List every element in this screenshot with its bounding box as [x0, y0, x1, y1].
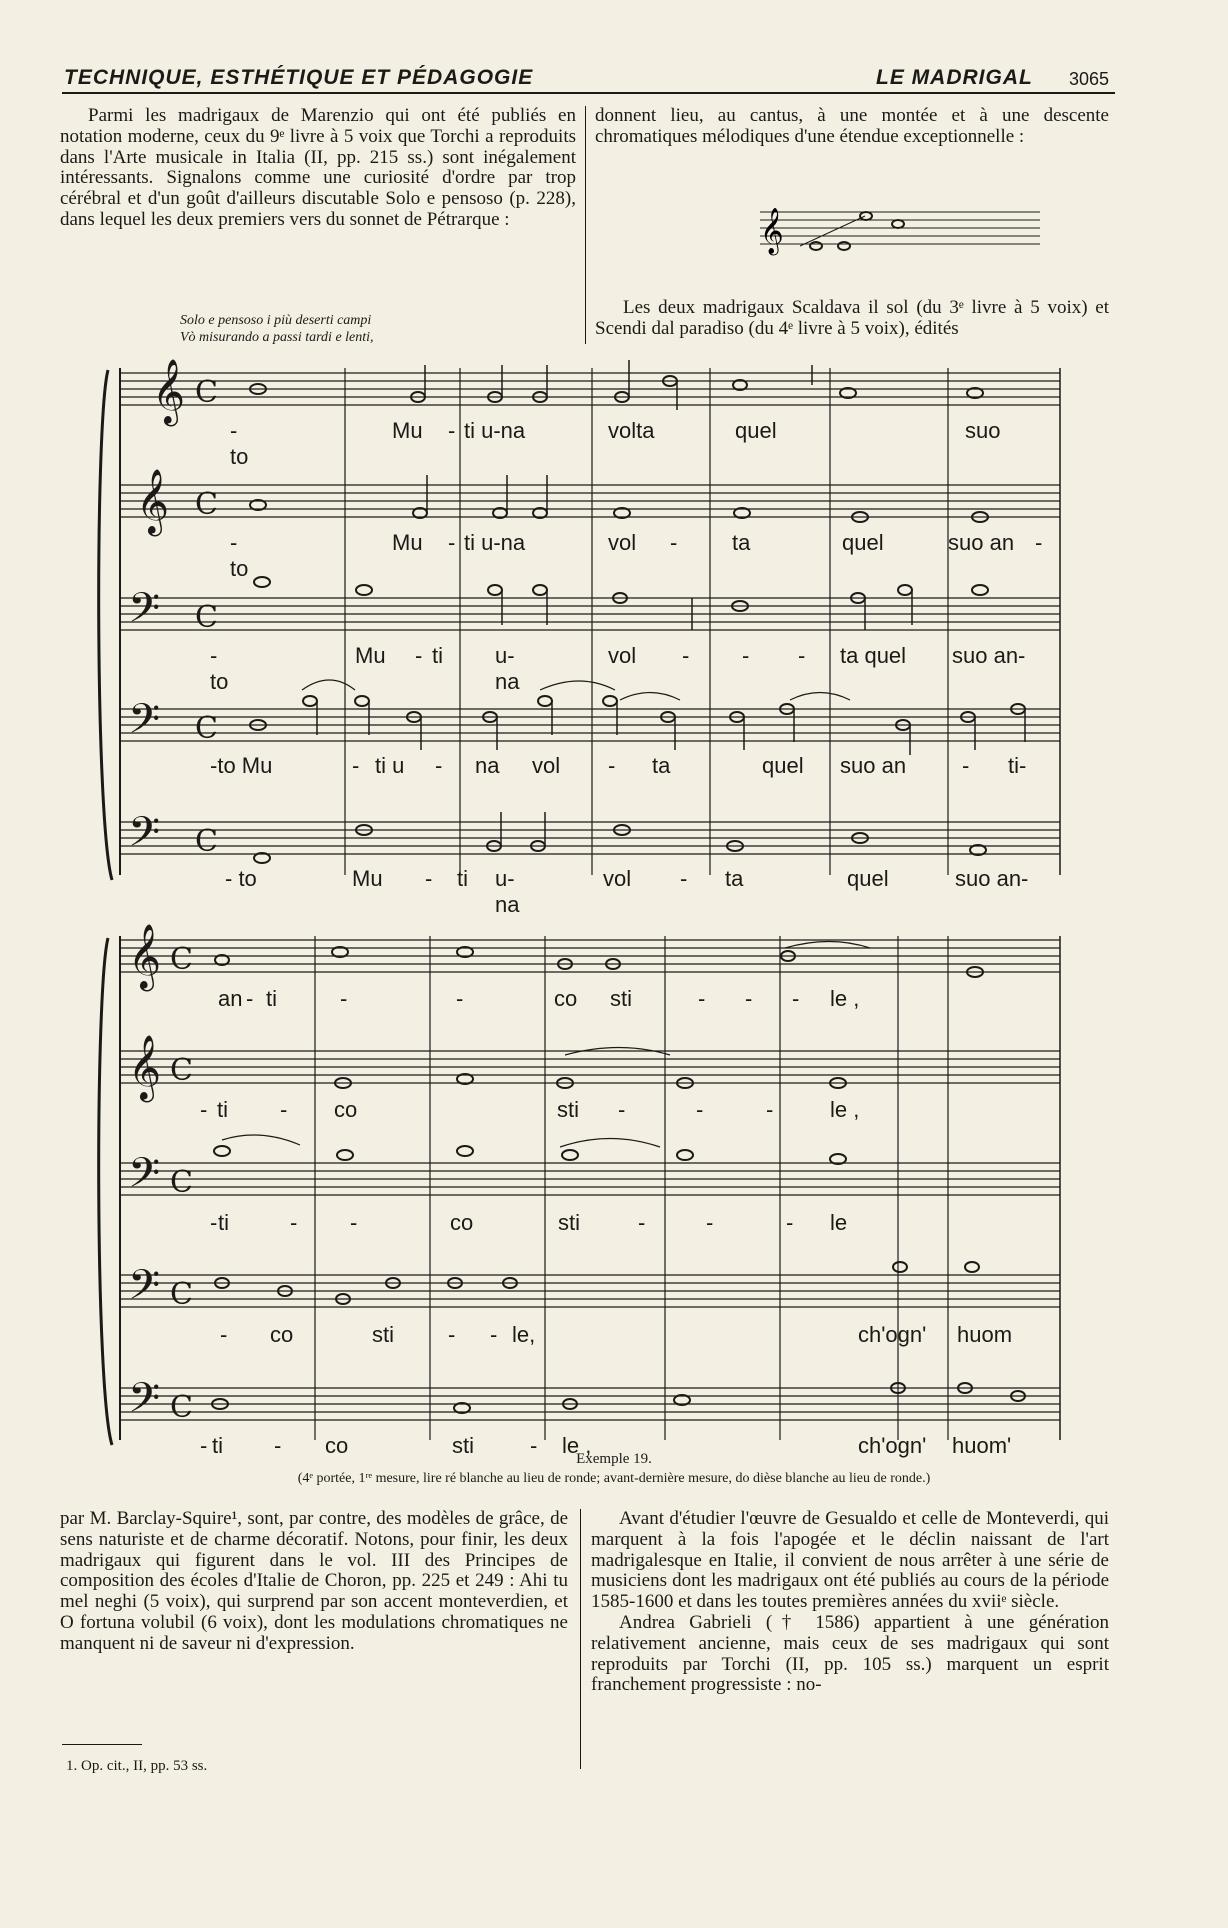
svg-text:C: C: [195, 600, 218, 635]
verse-line: Vò misurando a passi tardi e lenti,: [180, 330, 374, 345]
footnote-rule: [62, 1744, 142, 1745]
svg-text:C: C: [170, 1390, 193, 1425]
page-number: 3065: [1069, 69, 1110, 89]
svg-text:𝄞: 𝄞: [760, 208, 784, 254]
svg-text:𝄢: 𝄢: [128, 1149, 161, 1207]
svg-text:C: C: [195, 824, 218, 859]
svg-text:𝄞: 𝄞: [136, 469, 170, 534]
svg-text:𝄢: 𝄢: [128, 1374, 161, 1432]
svg-text:𝄢: 𝄢: [128, 584, 161, 642]
svg-text:𝄞: 𝄞: [128, 1035, 162, 1100]
svg-text:𝄢: 𝄢: [128, 695, 161, 753]
paragraph: par M. Barclay-Squire¹, sont, par contre, des modèles de grâce, de sens naturiste et de charme décoratif. Notons, pour finir, les deux madrigaux qui figurent dans le vol. III des Principes de composition des écoles d'Italie de Choron, pp. 225 et 249 : Ahi tu mel neghi (5 voix), qui surprend par son accent monteverdien, et O fortuna volubil (6 voix), dont les modulations chromatiques ne manquent ni de saveur ni d'expression.: [60, 1508, 568, 1654]
svg-text:C: C: [195, 487, 218, 522]
svg-text:C: C: [170, 1165, 193, 1200]
svg-text:C: C: [170, 942, 193, 977]
running-head-left: TECHNIQUE, ESTHÉTIQUE ET PÉDAGOGIE: [64, 66, 534, 89]
paragraph: Les deux madrigaux Scaldava il sol (du 3ᵉ livre à 5 voix) et Scendi dal paradiso (du 4ᵉ livre à 5 voix), édités: [595, 297, 1109, 339]
paragraph: Andrea Gabrieli († 1586) appartient à une génération relativement ancienne, mais ceux de ses madrigaux qui sont reproduits par Torchi (II, pp. 105 ss.) marquent un esprit franchement progressiste : no-: [591, 1611, 1109, 1696]
svg-text:C: C: [170, 1053, 193, 1088]
svg-text:𝄞: 𝄞: [152, 359, 186, 424]
system-2: [99, 936, 1060, 1445]
svg-text:𝄞: 𝄞: [128, 924, 162, 989]
svg-text:𝄢: 𝄢: [128, 808, 161, 866]
paragraph: donnent lieu, au cantus, à une montée et à une descente chromatiques mélodiques d'une étendue exceptionnelle :: [595, 105, 1109, 147]
caption-note: (4ᵉ portée, 1ʳᵉ mesure, lire ré blanche au lieu de ronde; avant-dernière mesure, do dièse blanche au lieu de ronde.): [297, 1471, 931, 1486]
svg-text:C: C: [195, 711, 218, 746]
paragraph: Avant d'étudier l'œuvre de Gesualdo et celle de Monteverdi, qui marquent à la fois l'apogée et le déclin naissant de l'art madrigalesque en Italie, il convient de nous arrêter à une série de musiciens dont les madrigaux ont été publiés au cours de la période 1585-1600 et dans les toutes premières années du xviiᵉ siècle.: [591, 1508, 1109, 1613]
svg-text:C: C: [170, 1277, 193, 1312]
paragraph: Parmi les madrigaux de Marenzio qui ont été publiés en notation moderne, ceux du 9ᵉ livre à 5 voix que Torchi a reproduits dans l'Arte musicale in Italia (II, pp. 215 ss.) sont inégalement intéressants. Signalons comme une curiosité d'ordre par trop cérébral et d'un goût d'ailleurs discutable Solo e pensoso (p. 228), dans lequel les deux premiers vers du sonnet de Pétrarque :: [60, 105, 576, 230]
svg-text:C: C: [195, 375, 218, 410]
svg-text:𝄢: 𝄢: [128, 1261, 161, 1319]
music-caption: [0, 1451, 1228, 1495]
column-divider: [580, 1509, 581, 1769]
bottom-left-column: [60, 1509, 568, 1655]
footnote: 1. Op. cit., II, pp. 53 ss.: [66, 1758, 208, 1774]
bottom-right-column: [591, 1509, 1109, 1696]
caption-title: Exemple 19.: [576, 1451, 652, 1467]
running-head-right: LE MADRIGAL: [876, 66, 1033, 89]
verse-line: Solo e pensoso i più deserti campi: [180, 313, 372, 328]
